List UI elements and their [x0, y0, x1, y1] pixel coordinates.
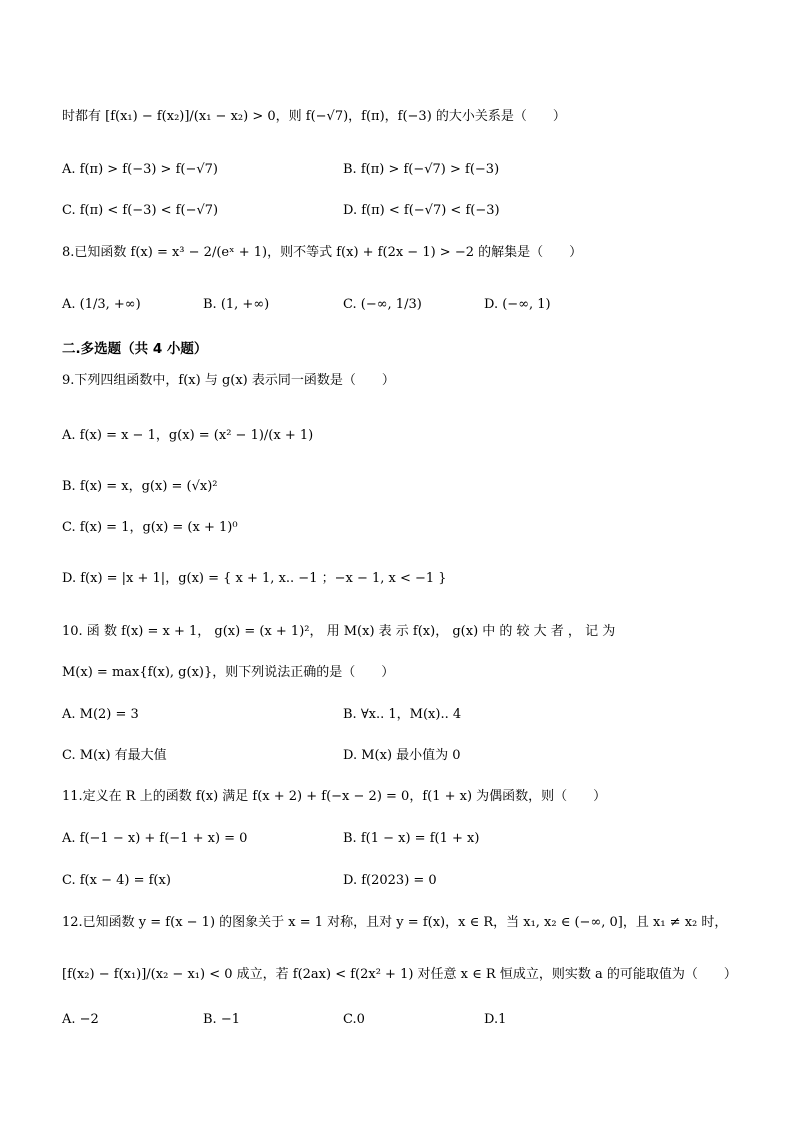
q11-option-c: C. f(x − 4) = f(x) [62, 873, 171, 888]
q11-stem: 11.定义在 R 上的函数 f(x) 满足 f(x + 2) + f(−x − 2) = 0，f(1 + x) 为偶函数，则（ ） [62, 789, 607, 804]
q9-option-c: C. f(x) = 1，g(x) = (x + 1)⁰ [62, 520, 238, 535]
q9-option-a: A. f(x) = x − 1，g(x) = (x² − 1)/(x + 1) [62, 428, 314, 443]
q10-option-d: D. M(x) 最小值为 0 [343, 748, 461, 763]
q8-stem: 8.已知函数 f(x) = x³ − 2/(eˣ + 1)，则不等式 f(x) + f(2x − 1) > −2 的解集是（ ） [62, 245, 583, 260]
q11-option-d: D. f(2023) = 0 [343, 873, 437, 888]
q7-option-d: D. f(π) < f(−√7) < f(−3) [343, 203, 500, 218]
q10-option-b: B. ∀x.. 1，M(x).. 4 [343, 707, 462, 722]
q10-option-c: C. M(x) 有最大值 [62, 748, 167, 763]
q10-option-a: A. M(2) = 3 [62, 707, 139, 722]
q12-option-c: C.0 [343, 1012, 365, 1027]
q9-option-b: B. f(x) = x，g(x) = (√x)² [62, 479, 218, 494]
q11-option-a: A. f(−1 − x) + f(−1 + x) = 0 [62, 831, 248, 846]
q10-stem-line1: 10. 函 数 f(x) = x + 1， g(x) = (x + 1)²， 用 M(x) 表 示 f(x)， g(x) 中 的 较 大 者 ， 记 为 [62, 624, 616, 639]
q7-option-c: C. f(π) < f(−3) < f(−√7) [62, 203, 219, 218]
q7-option-b: B. f(π) > f(−√7) > f(−3) [343, 162, 500, 177]
q11-option-b: B. f(1 − x) = f(1 + x) [343, 831, 480, 846]
q8-option-c: C. (−∞, 1/3) [343, 297, 422, 312]
q9-stem: 9.下列四组函数中，f(x) 与 g(x) 表示同一函数是（ ） [62, 373, 395, 388]
q8-option-a: A. (1/3, +∞) [62, 297, 141, 312]
q7-stem: 时都有 [f(x₁) − f(x₂)]/(x₁ − x₂) > 0，则 f(−√7)，f(π)，f(−3) 的大小关系是（ ） [62, 109, 566, 124]
q12-option-a: A. −2 [62, 1012, 99, 1027]
q8-option-d: D. (−∞, 1) [484, 297, 551, 312]
q12-stem-line2: [f(x₂) − f(x₁)]/(x₂ − x₁) < 0 成立，若 f(2ax) < f(2x² + 1) 对任意 x ∈ R 恒成立，则实数 a 的可能取值为（ ） [62, 967, 737, 982]
q7-option-a: A. f(π) > f(−3) > f(−√7) [62, 162, 218, 177]
q12-option-b: B. −1 [203, 1012, 240, 1027]
q8-option-b: B. (1, +∞) [203, 297, 270, 312]
q12-option-d: D.1 [484, 1012, 507, 1027]
q10-stem-line2: M(x) = max{f(x), g(x)}，则下列说法正确的是（ ） [62, 665, 395, 680]
q12-stem-line1: 12.已知函数 y = f(x − 1) 的图象关于 x = 1 对称，且对 y = f(x)，x ∈ R，当 x₁, x₂ ∈ (−∞, 0]，且 x₁ ≠ x₂ 时， [62, 915, 728, 930]
section-heading-multiple-choice: 二.多选题（共 4 小题） [62, 341, 208, 357]
q9-option-d: D. f(x) = |x + 1|，g(x) = { x + 1, x.. −1 ；−x − 1, x < −1 } [62, 571, 447, 586]
